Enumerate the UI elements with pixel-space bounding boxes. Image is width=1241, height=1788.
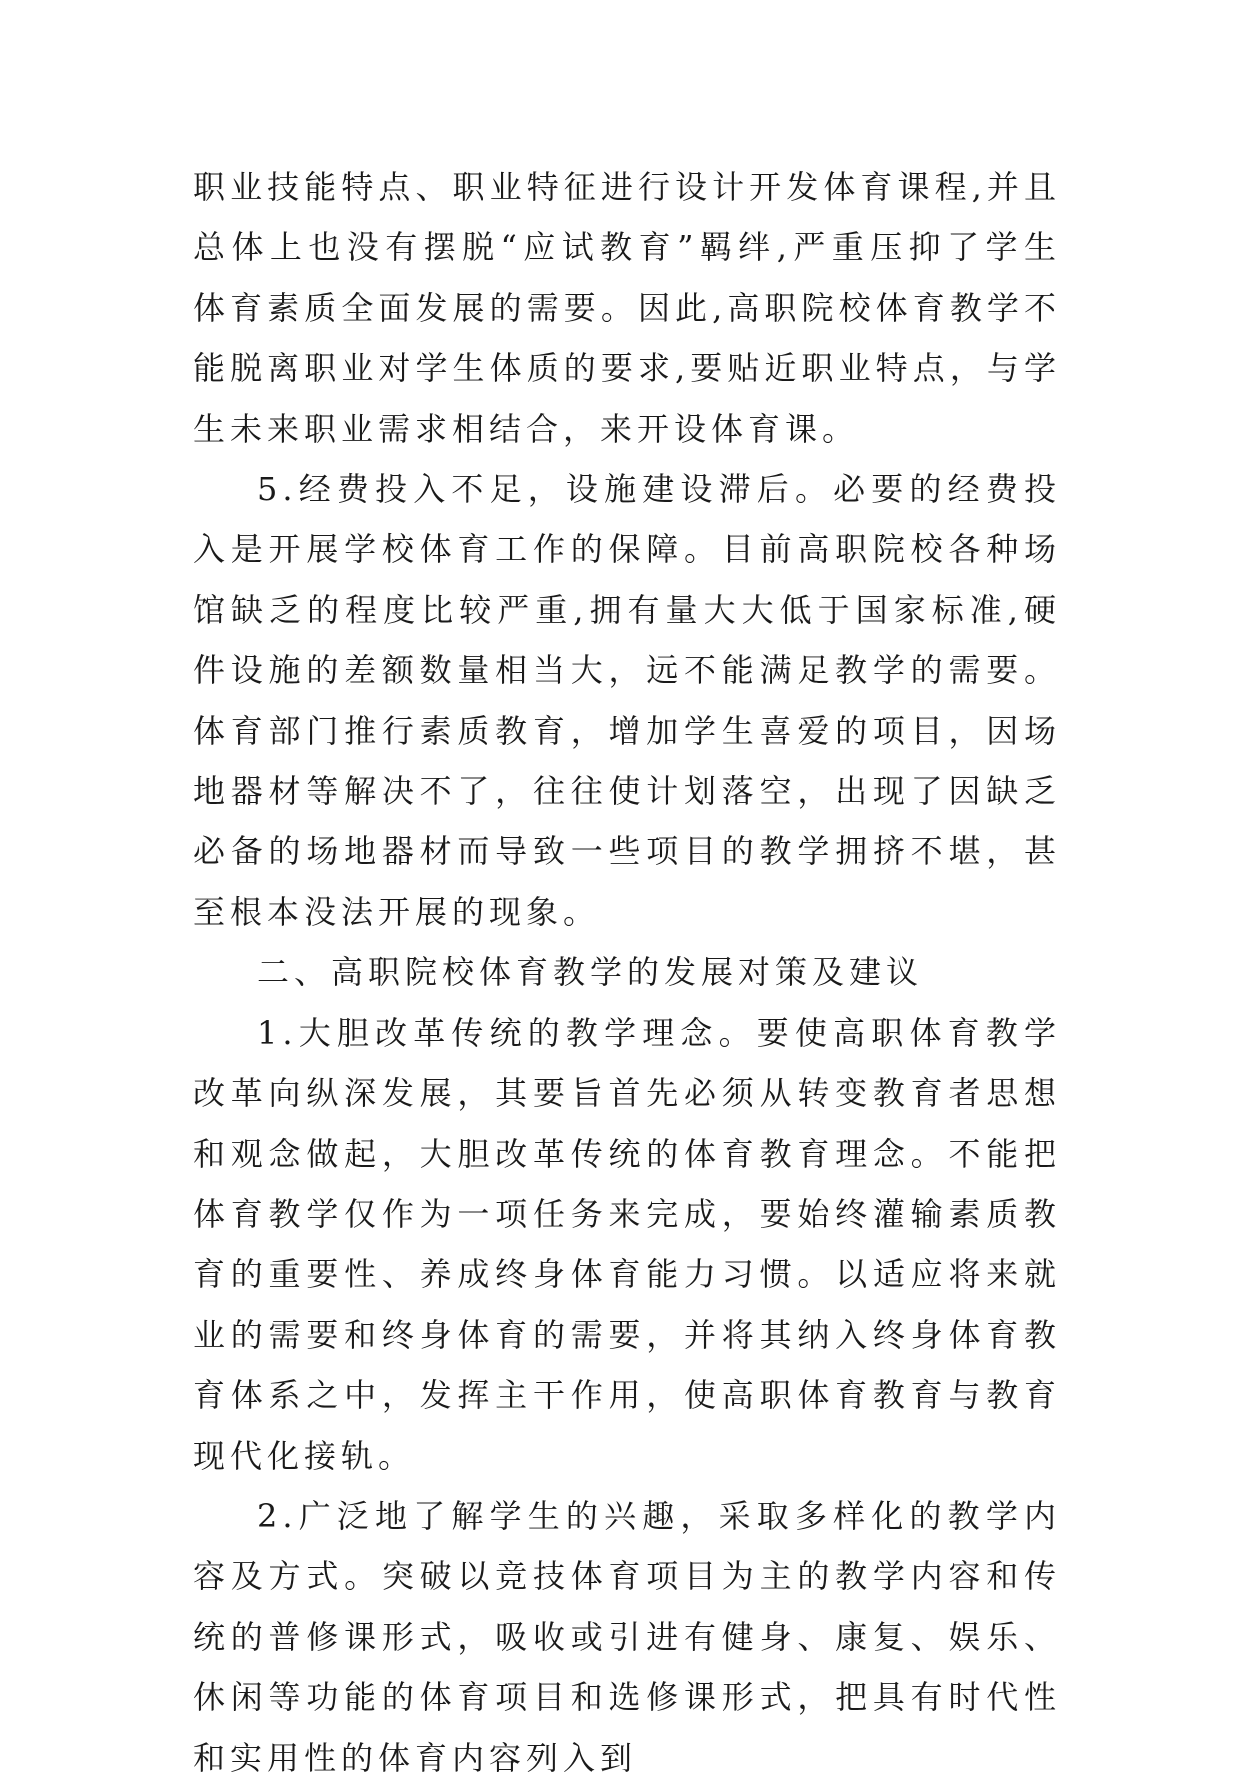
paragraph-point-5: 5.经费投入不足，设施建设滞后。必要的经费投入是开展学校体育工作的保障。目前高职院校各种场馆缺乏的程度比较严重,拥有量大大低于国家标准,硬件设施的差额数量相当大，远不能满足教学的需要。体育部门推行素质教育，增加学生喜爱的项目，因场地器材等解决不了，往往使计划落空，出现了因缺乏必备的场地器材而导致一些项目的教学拥挤不堪，甚至根本没法开展的现象。 <box>193 470 1061 931</box>
paragraph-measure-2: 2.广泛地了解学生的兴趣，采取多样化的教学内容及方式。突破以竞技体育项目为主的教学内容和传统的普修课形式，吸收或引进有健身、康复、娱乐、休闲等功能的体育项目和选修课形式，把具有时代性和实用性的体育内容列入到 <box>193 1496 1061 1777</box>
paragraph-continuation: 职业技能特点、职业特征进行设计开发体育课程,并且总体上也没有摆脱“应试教育”羁绊,严重压抑了学生体育素质全面发展的需要。因此,高职院校体育教学不能脱离职业对学生体质的要求,要贴近职业特点，与学生未来职业需求相结合，来开设体育课。 <box>193 168 1061 448</box>
paragraph-measure-1: 1.大胆改革传统的教学理念。要使高职体育教学改革向纵深发展，其要旨首先必须从转变教育者思想和观念做起，大胆改革传统的体育教育理念。不能把体育教学仅作为一项任务来完成，要始终灌输素质教育的重要性、养成终身体育能力习惯。以适应将来就业的需要和终身体育的需要，并将其纳入终身体育教育体系之中，发挥主干作用，使高职体育教育与教育现代化接轨。 <box>193 1013 1061 1475</box>
document-body <box>193 157 1061 1788</box>
section-heading: 二、高职院校体育教学的发展对策及建议 <box>257 953 924 992</box>
